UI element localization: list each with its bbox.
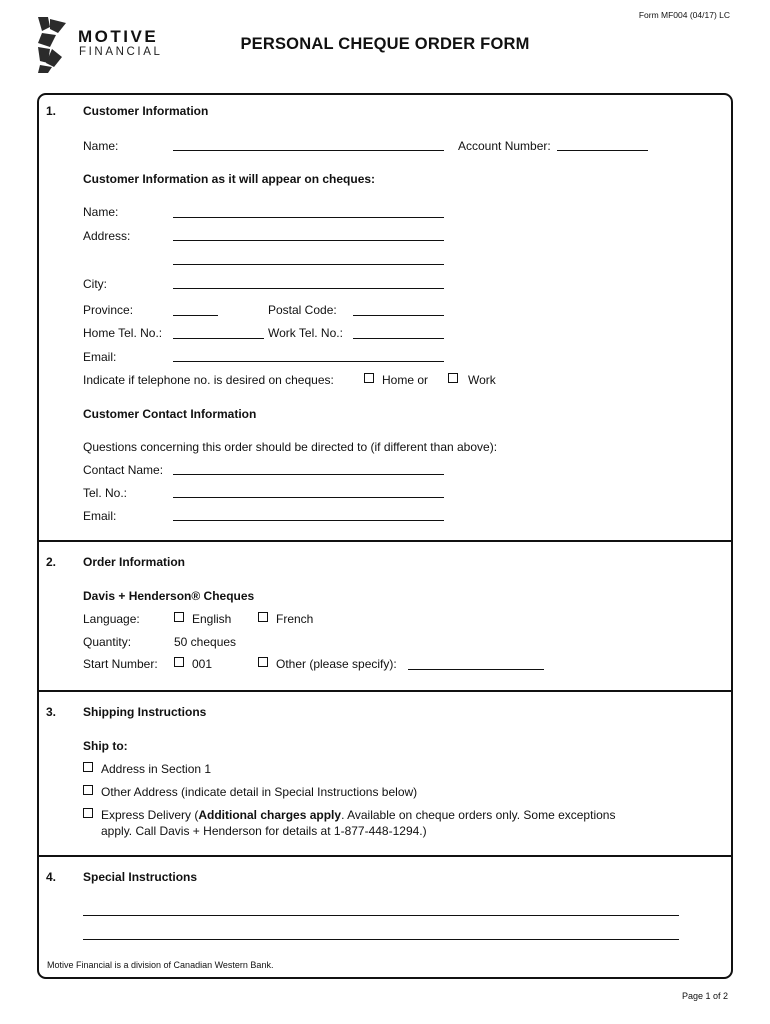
section-2-number: 2. (46, 555, 57, 569)
home-option-label: Home or (382, 373, 429, 387)
start-other-checkbox[interactable] (258, 657, 268, 667)
home-tel-label: Home Tel. No.: (83, 326, 163, 340)
product-name: Davis + Henderson® Cheques (83, 589, 255, 603)
logo-text-financial: FINANCIAL (79, 46, 163, 58)
account-number-label: Account Number: (458, 139, 551, 153)
start-other-field[interactable] (408, 669, 544, 670)
contact-intro-text: Questions concerning this order should be directed to (if different than above): (83, 440, 498, 454)
home-tel-field[interactable] (173, 338, 264, 339)
name-label: Name: (83, 139, 119, 153)
ship-other-address-checkbox[interactable] (83, 785, 93, 795)
page-title: PERSONAL CHEQUE ORDER FORM (240, 35, 530, 53)
start-001-checkbox[interactable] (174, 657, 184, 667)
address-field-line-1[interactable] (173, 240, 444, 241)
cheque-name-label: Name: (83, 205, 119, 219)
start-number-label: Start Number: (83, 657, 158, 671)
tel-desired-label: Indicate if telephone no. is desired on cheques: (83, 373, 334, 387)
start-other-label: Other (please specify): (276, 657, 397, 671)
work-option-label: Work (468, 373, 496, 387)
postal-code-field[interactable] (353, 315, 444, 316)
special-instructions-line-2[interactable] (83, 939, 679, 940)
section-divider-3 (37, 690, 733, 692)
contact-tel-label: Tel. No.: (83, 486, 128, 500)
start-001-label: 001 (192, 657, 213, 671)
section-2-heading: Order Information (83, 555, 186, 569)
french-checkbox[interactable] (258, 612, 268, 622)
city-label: City: (83, 277, 107, 291)
form-code: Form MF004 (04/17) LC (638, 10, 730, 20)
contact-tel-field[interactable] (173, 497, 444, 498)
ship-address-section1-label: Address in Section 1 (101, 762, 212, 776)
ship-other-address-label: Other Address (indicate detail in Special Instructions below) (101, 785, 418, 799)
quantity-value: 50 cheques (174, 635, 237, 649)
work-tel-field[interactable] (353, 338, 444, 339)
province-field[interactable] (173, 315, 218, 316)
section-4-heading: Special Instructions (83, 870, 198, 884)
email-field[interactable] (173, 361, 444, 362)
contact-email-field[interactable] (173, 520, 444, 521)
section-4-number: 4. (46, 870, 57, 884)
section-1-number: 1. (46, 104, 57, 118)
city-field[interactable] (173, 288, 444, 289)
section-1-heading: Customer Information (83, 104, 209, 118)
address-label: Address: (83, 229, 131, 243)
quantity-label: Quantity: (83, 635, 132, 649)
section-3-heading: Shipping Instructions (83, 705, 207, 719)
section-3-number: 3. (46, 705, 57, 719)
logo-text-motive: MOTIVE (78, 27, 159, 46)
express-delivery-label: Express Delivery (Additional charges apply. Available on cheque orders only. Some exceptions (101, 808, 616, 822)
express-delivery-checkbox[interactable] (83, 808, 93, 818)
section-divider-2 (37, 540, 733, 542)
english-option-label: English (192, 612, 232, 626)
contact-name-label: Contact Name: (83, 463, 164, 477)
express-delivery-label-line-2: apply. Call Davis + Henderson for details at 1-877-448-1294.) (101, 824, 427, 838)
address-field-line-2[interactable] (173, 264, 444, 265)
contact-email-label: Email: (83, 509, 117, 523)
section-divider-4 (37, 855, 733, 857)
cheque-name-field[interactable] (173, 217, 444, 218)
language-label: Language: (83, 612, 140, 626)
page-number: Page 1 of 2 (681, 991, 728, 1001)
special-instructions-line-1[interactable] (83, 915, 679, 916)
work-phone-checkbox[interactable] (448, 373, 458, 383)
ship-address-section1-checkbox[interactable] (83, 762, 93, 772)
email-label: Email: (83, 350, 117, 364)
home-phone-checkbox[interactable] (364, 373, 374, 383)
english-checkbox[interactable] (174, 612, 184, 622)
postal-code-label: Postal Code: (268, 303, 337, 317)
name-field[interactable] (173, 150, 444, 151)
division-note: Motive Financial is a division of Canadian Western Bank. (47, 960, 274, 970)
contact-info-heading: Customer Contact Information (83, 407, 257, 421)
work-tel-label: Work Tel. No.: (268, 326, 343, 340)
province-label: Province: (83, 303, 134, 317)
account-number-field[interactable] (557, 150, 648, 151)
ship-to-label: Ship to: (83, 739, 128, 753)
contact-name-field[interactable] (173, 474, 444, 475)
french-option-label: French (276, 612, 314, 626)
cheque-info-heading: Customer Information as it will appear on cheques: (83, 172, 376, 186)
form-frame (37, 93, 733, 979)
